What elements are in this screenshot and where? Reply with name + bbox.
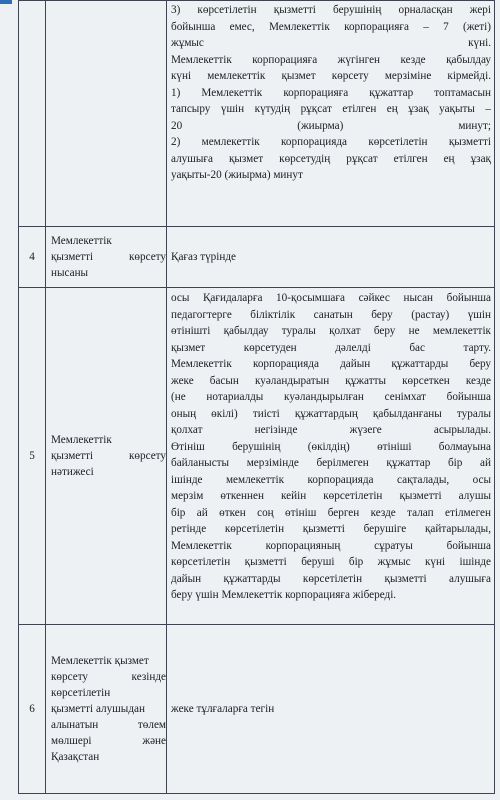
description-line: мерзім өткеннен кейін көрсетілетін қызметті алушы [171, 490, 491, 502]
row-name-cell [46, 1, 167, 227]
description-line: ретінде көрсетілетін қызметті берушіге қайтарылады, [171, 523, 491, 535]
description-line: уақыты-20 (жиырма) минут [171, 169, 303, 181]
name-line: Мемлекеттік қызмет [51, 655, 149, 667]
name-line: Мемлекеттік [51, 235, 112, 247]
row-name-cell [46, 625, 167, 794]
description-line: 20 (жиырма) минут; [171, 119, 491, 132]
description-line: беру үшін Мемлекеттік корпорацияға жібереді. [171, 589, 397, 601]
row-number-cell [19, 288, 46, 625]
table-row-continued [19, 1, 495, 227]
name-line: көрсету кезінде [51, 671, 166, 683]
name-line: Мемлекеттік [51, 434, 112, 446]
description-line: 1) Мемлекеттік корпорацияға құжаттар топтамасын [171, 86, 491, 99]
description-line: көрсетілетін қызметті беруші бір жұмыс күні ішінде [171, 556, 491, 568]
description-line: қызмет көрсетуден дәлелді бас тарту. [171, 341, 491, 354]
table-row-5 [19, 288, 495, 625]
row-number-cell [19, 227, 46, 288]
row-number: 4 [29, 250, 35, 263]
description-line: жұмыс күні. [171, 37, 491, 49]
description-line: осы Қағидаларға 10-қосымшаға сәйкес нысан бойынша [171, 292, 491, 304]
description-line: тапсыру үшін күтудің рұқсат етілген ең ұзақ уақыты – [171, 103, 491, 115]
name-line: нысаны [51, 267, 89, 279]
row-number: 5 [29, 449, 35, 462]
name-line: көрсетілетін [51, 687, 111, 699]
description-line: (не нотариалды куәландырылған сенімхат бойынша [171, 391, 491, 403]
description-line: дайын құжаттарды көрсетілетін қызметті алушыға [171, 572, 491, 585]
row-description-cell [167, 1, 495, 227]
description-line: оның өкілі) тиісті құжаттардың қабылданғаны туралы [171, 407, 491, 420]
row-name-cell [46, 288, 167, 625]
name-line: қызметті алушыдан [51, 703, 145, 715]
row-number-cell [19, 625, 46, 794]
description-line: Қағаз түрінде [171, 250, 237, 263]
description-line: Мемлекеттік корпорацияға жүгінген кезде қабылдау [171, 53, 491, 66]
name-line: алынатын төлем [51, 719, 166, 731]
row-description-cell [167, 625, 495, 794]
description-line: алушыға қызмет көрсетудің рұқсат етілген ең ұзақ [171, 152, 491, 165]
description-line: жеке басын куәландыратын құжатты көрсеткен кезде [171, 374, 491, 387]
description-line: бір ай өткен соң өтініш берген кезде талап етілмеген [171, 506, 491, 519]
table-row-6 [19, 625, 495, 794]
description-line: Мемлекеттік корпорацияның сұратуы бойынша [171, 539, 491, 552]
description-line: 2) мемлекеттік корпорацияда көрсетілетін қызметті [171, 136, 491, 148]
description-line: күні мемлекеттік қызмет көрсету мерзіміне кірмейді. [171, 70, 491, 82]
name-line: Қазақстан [51, 751, 100, 763]
description-line: педагогтерге біліктілік санатын беру (растау) үшін [171, 308, 491, 321]
name-line: нәтижесі [51, 466, 94, 478]
description-line: Мемлекеттік корпорацияда дайын құжаттарды беру [171, 358, 491, 370]
description-line: жеке тұлғаларға тегін [171, 702, 275, 715]
description-line: өтінішті қабылдау туралы қолхат беру не мемлекеттік [171, 325, 491, 337]
description-line: ішінде мемлекеттік корпорацияда сақталады, осы [171, 473, 491, 486]
description-line: байланысты мерзімінде берілмеген құжаттар бір ай [171, 457, 491, 469]
row-description-cell [167, 227, 495, 288]
service-standard-table [18, 0, 495, 794]
description-line: қолхат негізінде жүзеге асырылады. [171, 424, 491, 436]
table-row-4 [19, 227, 495, 288]
description-line: Өтініш берушінің (өкілдің) өтініші болмауына [171, 440, 491, 453]
name-line: мөлшері және [51, 735, 166, 747]
name-line: қызметті көрсету [51, 251, 166, 263]
row-number: 6 [29, 702, 35, 715]
row-number-cell [19, 1, 46, 227]
row-name-cell [46, 227, 167, 288]
description-line: бойынша емес, Мемлекеттік корпорацияға – 7 (жеті) [171, 20, 491, 33]
row-description-cell [167, 288, 495, 625]
description-line: 3) көрсетілетін қызметті берушінің орналасқан жері [171, 4, 491, 16]
name-line: қызметті көрсету [51, 450, 166, 462]
